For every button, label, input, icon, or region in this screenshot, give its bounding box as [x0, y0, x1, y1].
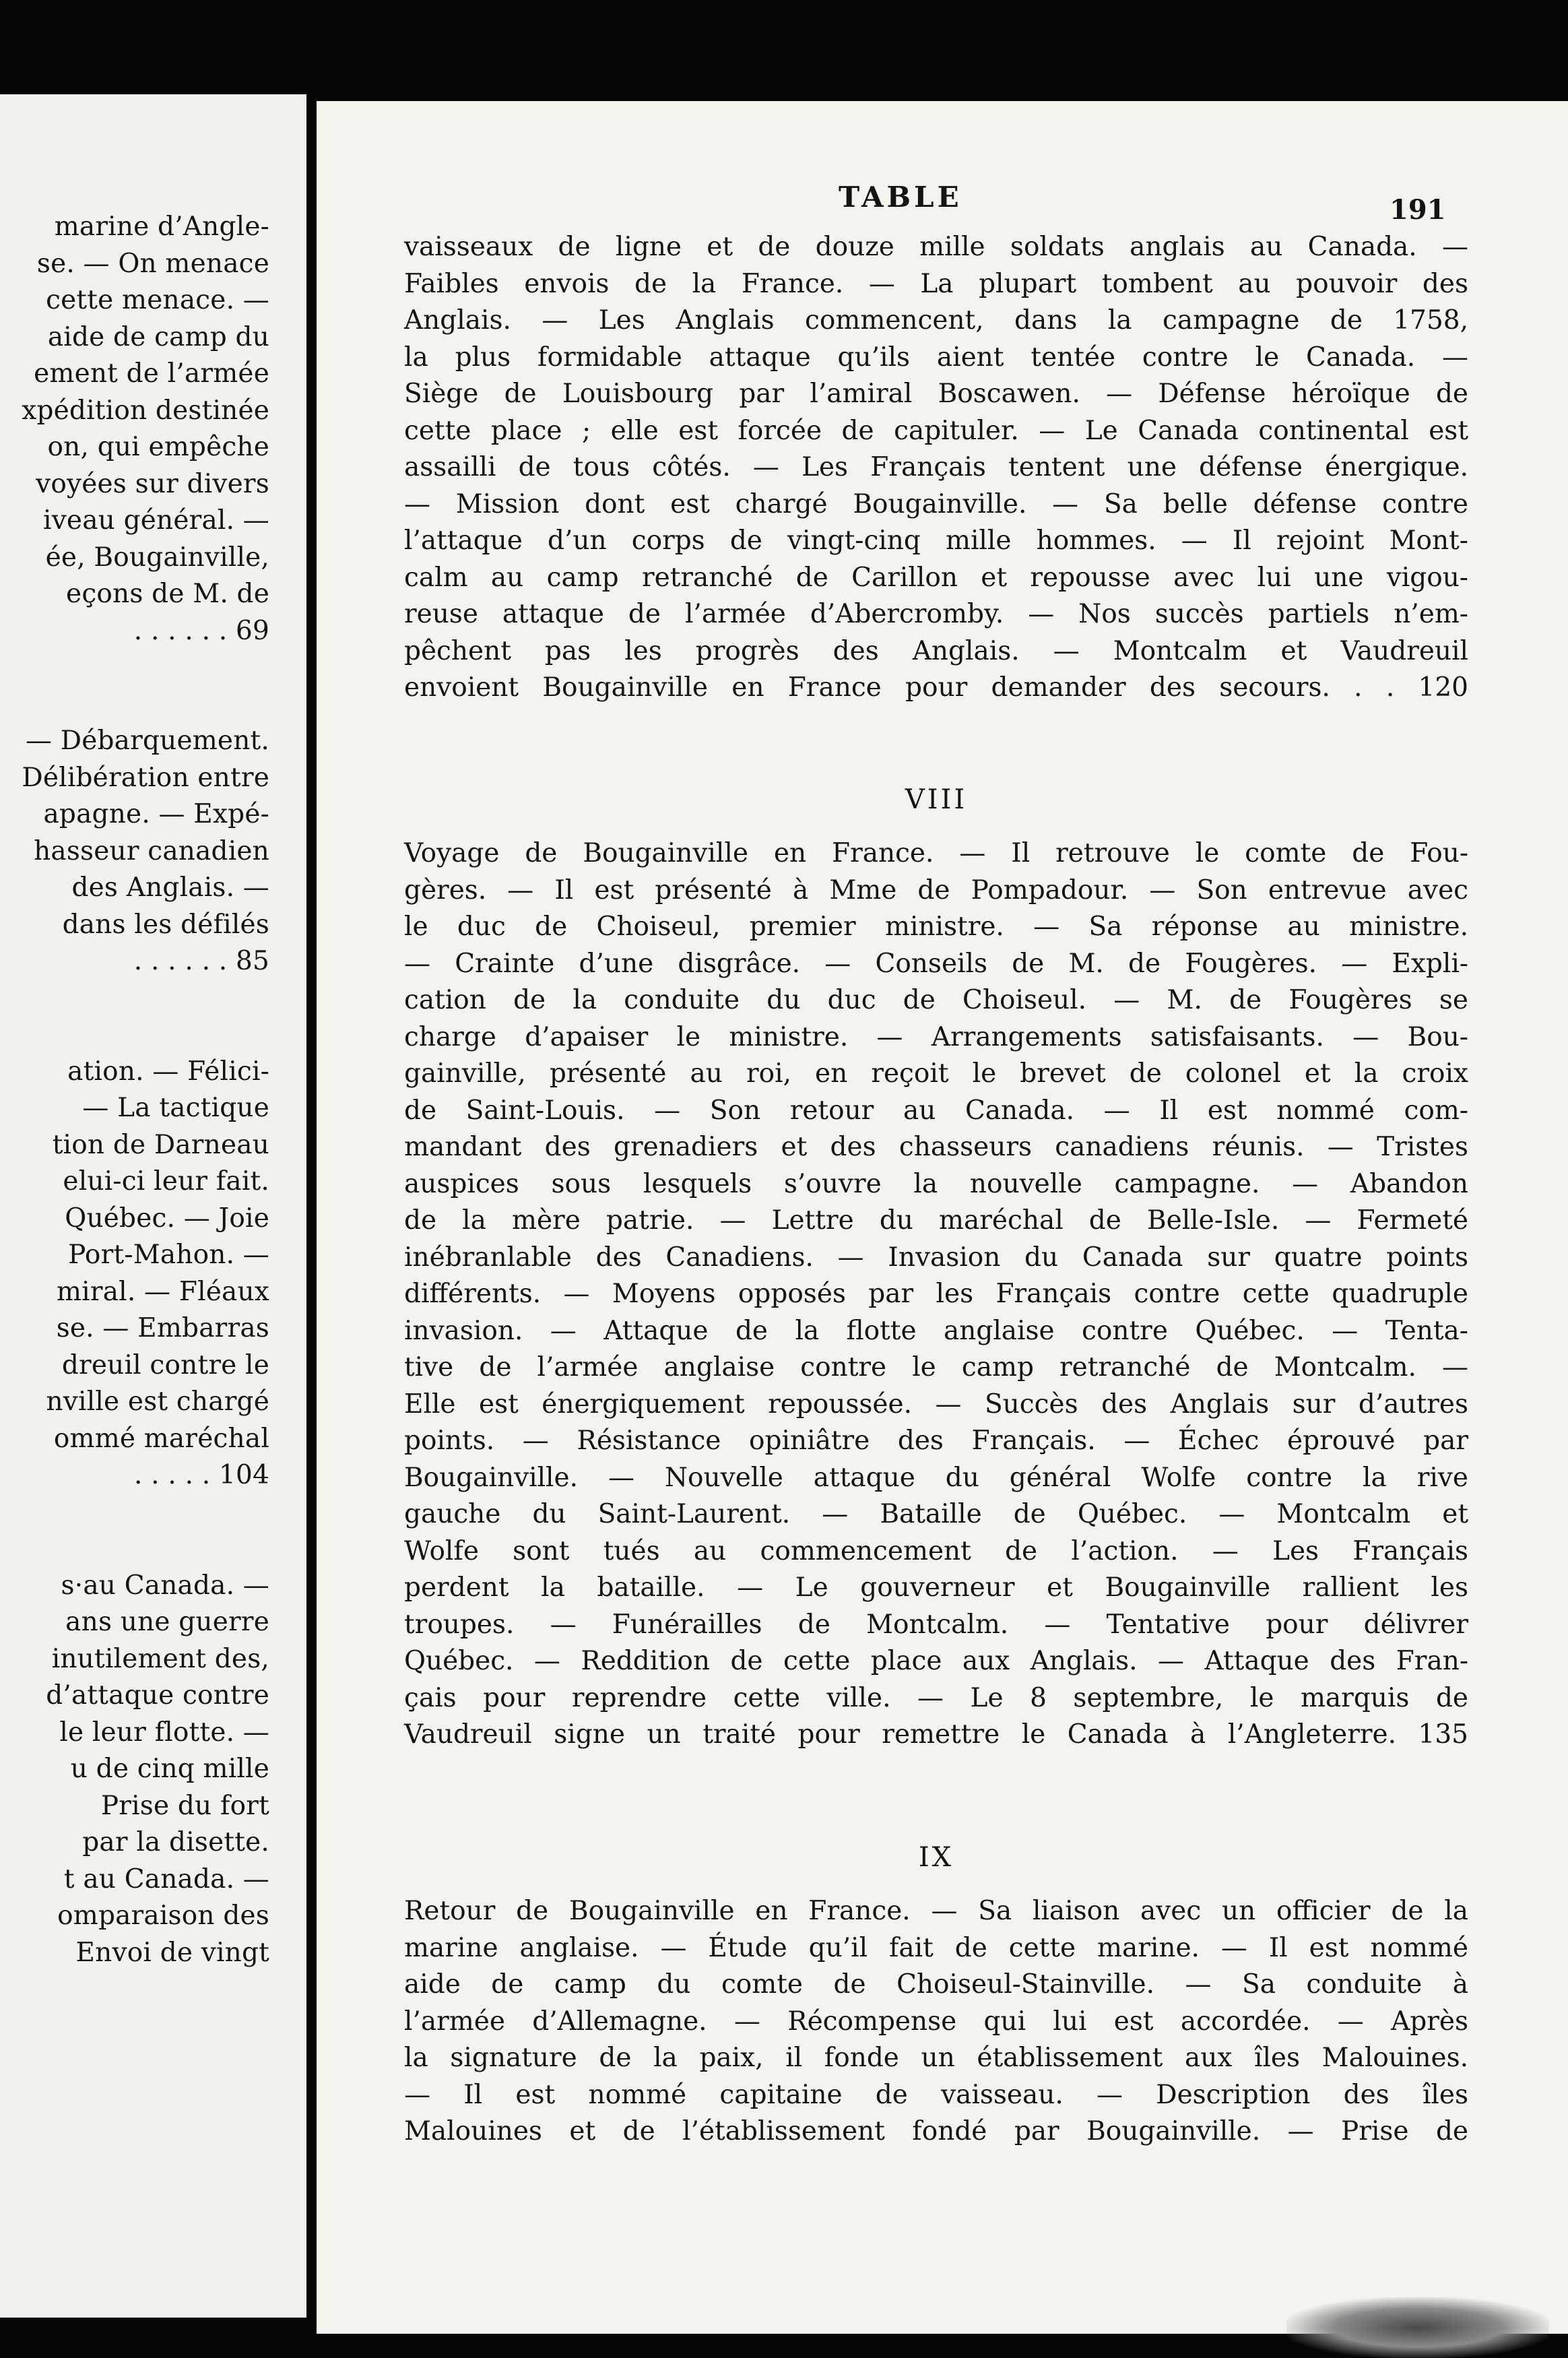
text-line: Québec. — Reddition de cette place aux Anglais. — Attaque des Fran- — [404, 1646, 1468, 1676]
text-line: Prise du fort — [100, 1790, 269, 1821]
line-gap — [0, 649, 269, 723]
text-line: — Mission dont est chargé Bougainville. — Sa belle défense contre — [404, 488, 1468, 519]
text-line: Vaudreuil signe un traité pour remettre le Canada à l’Angleterre. 135 — [404, 1719, 1468, 1750]
text-line: Anglais. — Les Anglais commencent, dans la campagne de 1758, — [404, 305, 1468, 336]
text-line: hasseur canadien — [34, 835, 269, 866]
text-line: différents. — Moyens opposés par les Français contre cette quadruple — [404, 1279, 1468, 1309]
text-line: . . . . . . 69 — [133, 615, 269, 646]
text-line: iveau général. — — [43, 505, 269, 536]
section-vii-text — [404, 229, 1468, 707]
text-line: le leur flotte. — — [59, 1717, 269, 1748]
text-line: Wolfe sont tués au commencement de l’action. — Les Français — [404, 1535, 1468, 1566]
text-line: — La tactique — [82, 1093, 269, 1123]
text-line: la signature de la paix, il fonde un établissement aux îles Malouines. — [404, 2043, 1468, 2073]
left-page — [0, 94, 306, 2318]
text-line: . . . . . . 85 — [133, 946, 269, 976]
text-line: tion de Darneau — [52, 1129, 269, 1160]
section-ix — [404, 1839, 1468, 1876]
text-line: cette menace. — — [46, 285, 269, 315]
text-line: elui-ci leur fait. — [63, 1166, 269, 1197]
text-line: Port-Mahon. — — [68, 1240, 269, 1270]
text-line: aide de camp du comte de Choiseul-Stainville. — Sa conduite à — [404, 1969, 1468, 2000]
right-page — [317, 101, 1568, 2334]
text-line: invasion. — Attaque de la flotte anglaise contre Québec. — Tenta- — [404, 1315, 1468, 1346]
text-line: Retour de Bougainville en France. — Sa liaison avec un officier de la — [404, 1896, 1468, 1926]
text-line: çais pour reprendre cette ville. — Le 8 septembre, le marquis de — [404, 1682, 1468, 1713]
text-line: u de cinq mille — [70, 1754, 269, 1784]
section-viii-heading: VIII — [905, 784, 968, 815]
text-line: Voyage de Bougainville en France. — Il retrouve le comte de Fou- — [404, 838, 1468, 868]
text-line: s·au Canada. — — [61, 1570, 269, 1601]
page-number: 191 — [1390, 194, 1446, 226]
text-line: t au Canada. — — [63, 1863, 269, 1894]
text-line: Malouines et de l’établissement fondé par Bougainville. — Prise de — [404, 2116, 1468, 2146]
text-line: Délibération entre — [22, 762, 269, 793]
text-line: ement de l’armée — [34, 358, 269, 389]
text-line: Elle est énergiquement repoussée. — Succès des Anglais sur d’autres — [404, 1389, 1468, 1420]
text-line: — Crainte d’une disgrâce. — Conseils de M. de Fougères. — Expli- — [404, 948, 1468, 979]
text-line: marine d’Angle- — [54, 212, 269, 242]
section-viii-text — [404, 835, 1468, 1754]
text-line: Faibles envois de la France. — La plupart tombent au pouvoir des — [404, 268, 1468, 299]
text-line: cette place ; elle est forcée de capituler. — Le Canada continental est — [404, 415, 1468, 446]
text-line: ommé maréchal — [53, 1423, 269, 1454]
left-page-text — [0, 209, 269, 1971]
ink-smudge — [1286, 2297, 1549, 2358]
text-line: nville est chargé — [46, 1387, 269, 1417]
text-line: troupes. — Funérailles de Montcalm. — Tentative pour délivrer — [404, 1609, 1468, 1640]
line-gap — [0, 980, 269, 1054]
text-line: gainville, présenté au roi, en reçoit le brevet de colonel et la croix — [404, 1058, 1468, 1089]
text-line: dreuil contre le — [61, 1349, 269, 1380]
text-line: aide de camp du — [47, 321, 269, 352]
text-line: miral. — Fléaux — [57, 1276, 269, 1307]
line-gap — [0, 1494, 269, 1568]
text-line: tive de l’armée anglaise contre le camp retranché de Montcalm. — — [404, 1352, 1468, 1382]
text-line: le duc de Choiseul, premier ministre. — Sa réponse au ministre. — [404, 912, 1468, 942]
text-line: dans les défilés — [62, 909, 269, 940]
section-viii — [404, 782, 1468, 819]
text-line: par la disette. — [82, 1827, 269, 1857]
text-line: omparaison des — [57, 1901, 269, 1931]
text-line: de la mère patrie. — Lettre du maréchal de Belle-Isle. — Fermeté — [404, 1205, 1468, 1236]
text-line: Québec. — Joie — [65, 1203, 269, 1234]
text-line: inébranlable des Canadiens. — Invasion du Canada sur quatre points — [404, 1242, 1468, 1273]
text-line: xpédition destinée — [22, 395, 269, 426]
text-line: inutilement des, — [51, 1643, 269, 1674]
section-ix-heading: IX — [918, 1842, 954, 1873]
text-line: Siège de Louisbourg par l’amiral Boscawen. — Défense héroïque de — [404, 379, 1468, 409]
text-line: des Anglais. — — [71, 872, 269, 903]
text-line: ée, Bougainville, — [45, 542, 269, 573]
text-line: l’armée d’Allemagne. — Récompense qui lui est accordée. — Après — [404, 2006, 1468, 2037]
text-line: points. — Résistance opiniâtre des Français. — Échec éprouvé par — [404, 1426, 1468, 1456]
text-line: mandant des grenadiers et des chasseurs canadiens réunis. — Tristes — [404, 1132, 1468, 1162]
text-line: de Saint-Louis. — Son retour au Canada. — Il est nommé com- — [404, 1095, 1468, 1126]
text-line: se. — Embarras — [56, 1313, 269, 1343]
text-line: charge d’apaiser le ministre. — Arrangements satisfaisants. — Bou- — [404, 1021, 1468, 1052]
text-line: auspices sous lesquels s’ouvre la nouvelle campagne. — Abandon — [404, 1168, 1468, 1199]
text-line: Bougainville. — Nouvelle attaque du général Wolfe contre la rive — [404, 1462, 1468, 1493]
text-line: — Débarquement. — [25, 726, 269, 756]
text-line: gères. — Il est présenté à Mme de Pompadour. — Son entrevue avec — [404, 874, 1468, 905]
text-line: l’attaque d’un corps de vingt-cinq mille hommes. — Il rejoint Mont- — [404, 525, 1468, 556]
text-line: Envoi de vingt — [75, 1937, 269, 1968]
text-line: ation. — Félici- — [67, 1056, 269, 1087]
text-line: gauche du Saint-Laurent. — Bataille de Québec. — Montcalm et — [404, 1499, 1468, 1529]
text-line: la plus formidable attaque qu’ils aient tentée contre le Canada. — — [404, 342, 1468, 373]
text-line: cation de la conduite du duc de Choiseul. — M. de Fougères se — [404, 985, 1468, 1015]
text-line: perdent la bataille. — Le gouverneur et Bougainville rallient les — [404, 1572, 1468, 1603]
text-line: vaisseaux de ligne et de douze mille soldats anglais au Canada. — — [404, 232, 1468, 262]
text-line: on, qui empêche — [47, 432, 269, 462]
text-line: apagne. — Expé- — [43, 799, 269, 829]
text-line: voyées sur divers — [36, 468, 269, 499]
text-line: reuse attaque de l’armée d’Abercromby. — Nos succès partiels n’em- — [404, 599, 1468, 629]
section-ix-text — [404, 1893, 1468, 2150]
text-line: d’attaque contre — [46, 1680, 269, 1711]
text-line: assailli de tous côtés. — Les Français tentent une défense énergique. — [404, 452, 1468, 482]
text-line: envoient Bougainville en France pour demander des secours. . . 120 — [404, 672, 1468, 703]
text-line: ans une guerre — [65, 1607, 269, 1637]
text-line: pêchent pas les progrès des Anglais. — Montcalm et Vaudreuil — [404, 635, 1468, 666]
text-line: se. — On menace — [36, 248, 269, 279]
running-head: TABLE — [839, 181, 962, 214]
text-line: . . . . . 104 — [133, 1460, 269, 1490]
text-line: calm au camp retranché de Carillon et repousse avec lui une vigou- — [404, 562, 1468, 593]
text-line: eçons de M. de — [66, 579, 269, 609]
text-line: — Il est nommé capitaine de vaisseau. — Description des îles — [404, 2079, 1468, 2110]
text-line: marine anglaise. — Étude qu’il fait de cette marine. — Il est nommé — [404, 1932, 1468, 1963]
